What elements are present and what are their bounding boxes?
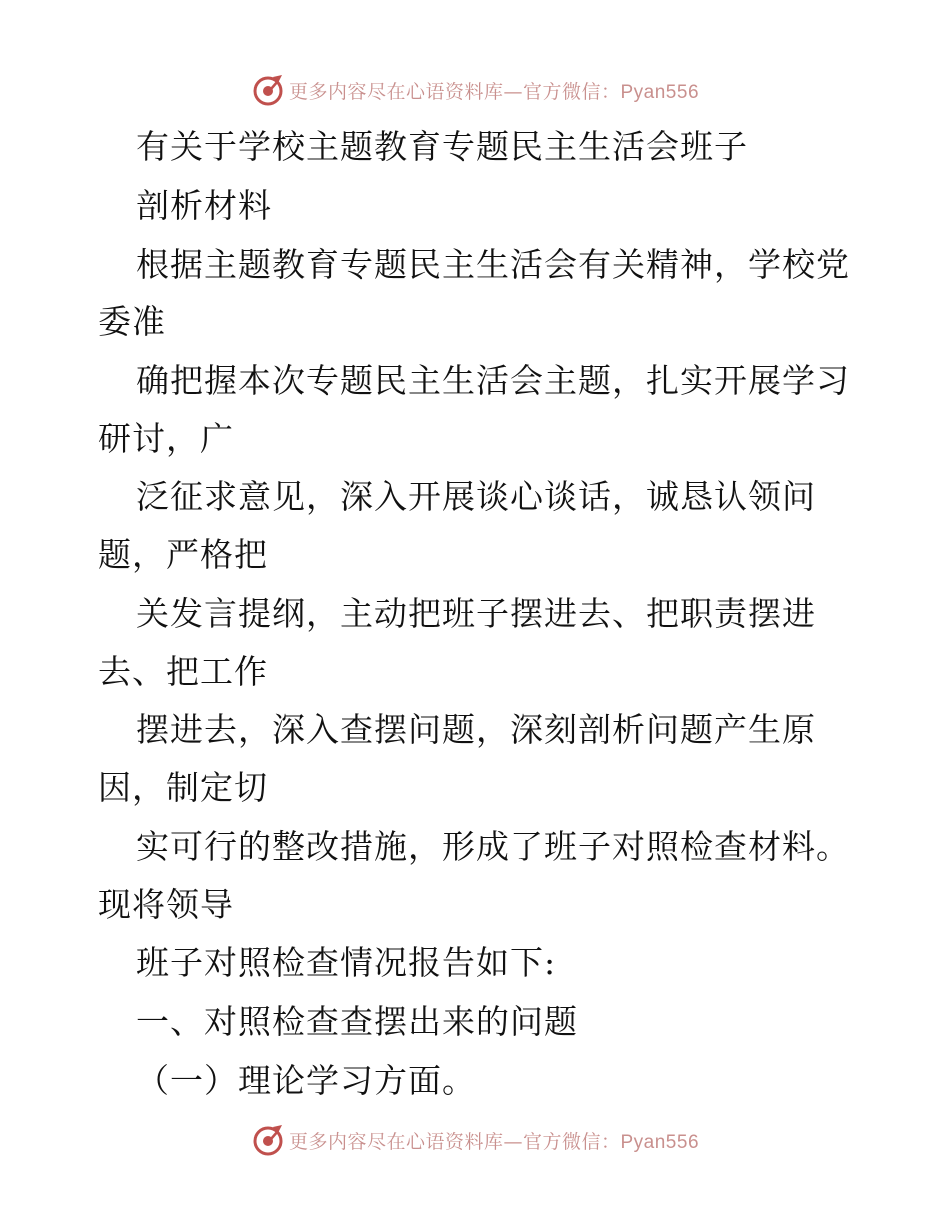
paragraph-line: 委准	[98, 302, 166, 341]
watermark-banner-bottom	[0, 1120, 950, 1160]
paragraph-line: 研讨，广	[98, 419, 234, 458]
subsection-heading: （一）理论学习方面。	[136, 1061, 476, 1100]
watermark-banner-top	[0, 70, 950, 110]
paragraph-line: 关发言提纲，主动把班子摆进去、把职责摆进	[136, 594, 816, 633]
watermark-text: 更多内容尽在心语资料库—官方微信：Pyan556	[288, 1130, 700, 1153]
paragraph-line: 现将领导	[98, 885, 234, 924]
paragraph-line: 题，严格把	[98, 535, 268, 574]
paragraph-line: 泛征求意见，深入开展谈心谈话，诚恳认领问	[136, 477, 816, 516]
section-heading: 一、对照检查查摆出来的问题	[136, 1002, 578, 1041]
paragraph-line: 实可行的整改措施，形成了班子对照检查材料。	[136, 827, 850, 866]
paragraph-line: 摆进去，深入查摆问题，深刻剖析问题产生原	[136, 710, 816, 749]
document-title-line-1: 有关于学校主题教育专题民主生活会班子	[136, 127, 748, 166]
quill-circle-logo-icon	[251, 1123, 285, 1157]
paragraph-line: 根据主题教育专题民主生活会有关精神，学校党	[136, 245, 850, 284]
paragraph-line: 因，制定切	[98, 768, 268, 807]
quill-circle-logo-icon	[251, 73, 285, 107]
document-title-line-2: 剖析材料	[136, 186, 272, 225]
paragraph-line: 确把握本次专题民主生活会主题，扎实开展学习	[136, 361, 850, 400]
watermark-text: 更多内容尽在心语资料库—官方微信：Pyan556	[288, 80, 700, 103]
paragraph-line: 班子对照检查情况报告如下:	[136, 943, 557, 982]
paragraph-line: 去、把工作	[98, 652, 268, 691]
